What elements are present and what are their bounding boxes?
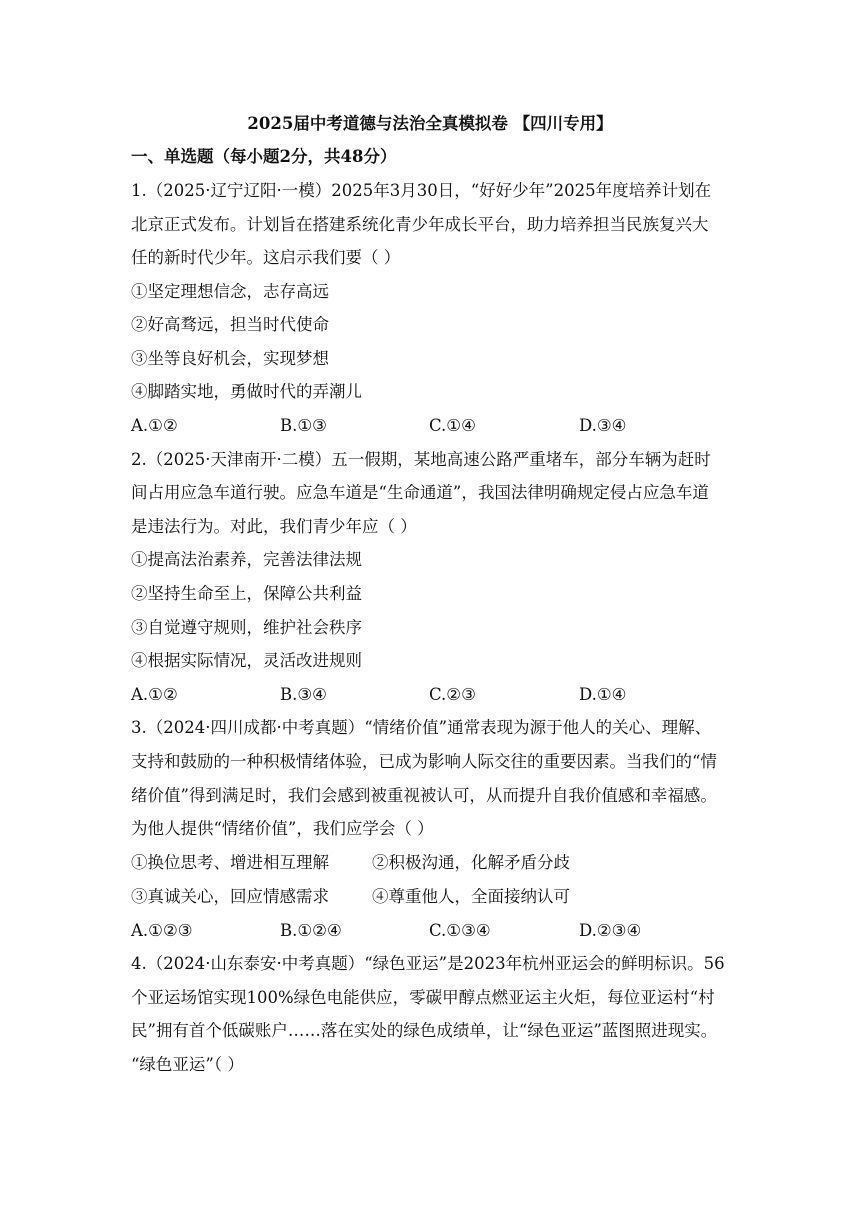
statement: ③自觉遵守规则，维护社会秩序	[131, 618, 362, 637]
question-stem-line: 支持和鼓励的一种积极情绪体验，已成为影响人际交往的重要因素。当我们的“情	[131, 752, 717, 771]
question-stem-line: 个亚运场馆实现100%绿色电能供应，零碳甲醇点燃亚运主火炬，每位亚运村“村	[131, 988, 715, 1007]
option-d[interactable]: D.③④	[579, 416, 627, 435]
statement: ①换位思考、增进相互理解	[131, 853, 329, 872]
question-stem-line: 北京正式发布。计划旨在搭建系统化青少年成长平台，助力培养担当民族复兴大	[131, 215, 709, 234]
option-b[interactable]: B.①②④	[280, 921, 342, 940]
statement: ①提高法治素养，完善法律法规	[131, 550, 362, 569]
question-stem-line: 间占用应急车道行驶。应急车道是“生命通道”，我国法律明确规定侵占应急车道	[131, 483, 709, 502]
option-a[interactable]: A.①②③	[131, 921, 193, 940]
statement: ③真诚关心，回应情感需求	[131, 887, 329, 906]
statement: ④尊重他人，全面接纳认可	[372, 887, 570, 906]
option-b[interactable]: B.③④	[280, 685, 327, 704]
question-stem-line: “绿色亚运”（ ）	[131, 1055, 244, 1074]
option-c[interactable]: C.①③④	[429, 921, 491, 940]
question-stem-line: 3.（2024·四川成都·中考真题）“情绪价值”通常表现为源于他人的关心、理解、	[131, 718, 712, 737]
option-b[interactable]: B.①③	[280, 416, 327, 435]
option-c[interactable]: C.②③	[429, 685, 476, 704]
section-heading: 一、单选题（每小题2分，共48分）	[131, 147, 397, 166]
statement: ④根据实际情况，灵活改进规则	[131, 651, 362, 670]
question-stem-line: 绪价值”得到满足时，我们会感到被重视被认可，从而提升自我价值感和幸福感。	[131, 786, 717, 805]
question-stem-line: 任的新时代少年。这启示我们要（ ）	[131, 248, 401, 267]
question-stem-line: 是违法行为。对此，我们青少年应（ ）	[131, 517, 417, 536]
statement: ④脚踏实地，勇做时代的弄潮儿	[131, 382, 362, 401]
option-d[interactable]: D.①④	[579, 685, 627, 704]
question-stem-line: 4.（2024·山东泰安·中考真题）“绿色亚运”是2023年杭州亚运会的鲜明标识。56	[131, 954, 725, 973]
question-stem-line: 为他人提供“情绪价值”，我们应学会（ ）	[131, 819, 434, 838]
question-stem-line: 2.（2025·天津南开·二模）五一假期，某地高速公路严重堵车，部分车辆为赶时	[131, 450, 711, 469]
statement: ②坚持生命至上，保障公共利益	[131, 584, 362, 603]
option-c[interactable]: C.①④	[429, 416, 476, 435]
option-d[interactable]: D.②③④	[579, 921, 642, 940]
exam-title: 2025届中考道德与法治全真模拟卷 【四川专用】	[247, 114, 613, 133]
statement: ①坚定理想信念，志存高远	[131, 282, 329, 301]
statement: ③坐等良好机会，实现梦想	[131, 349, 329, 368]
statement: ②积极沟通，化解矛盾分歧	[372, 853, 570, 872]
statement: ②好高骛远，担当时代使命	[131, 315, 329, 334]
question-stem-line: 1.（2025·辽宁辽阳·一模）2025年3月30日，“好好少年”2025年度培养计划在	[131, 181, 712, 200]
option-a[interactable]: A.①②	[131, 416, 178, 435]
option-a[interactable]: A.①②	[131, 685, 178, 704]
question-stem-line: 民”拥有首个低碳账户……落在实处的绿色成绩单，让“绿色亚运”蓝图照进现实。	[131, 1021, 718, 1040]
